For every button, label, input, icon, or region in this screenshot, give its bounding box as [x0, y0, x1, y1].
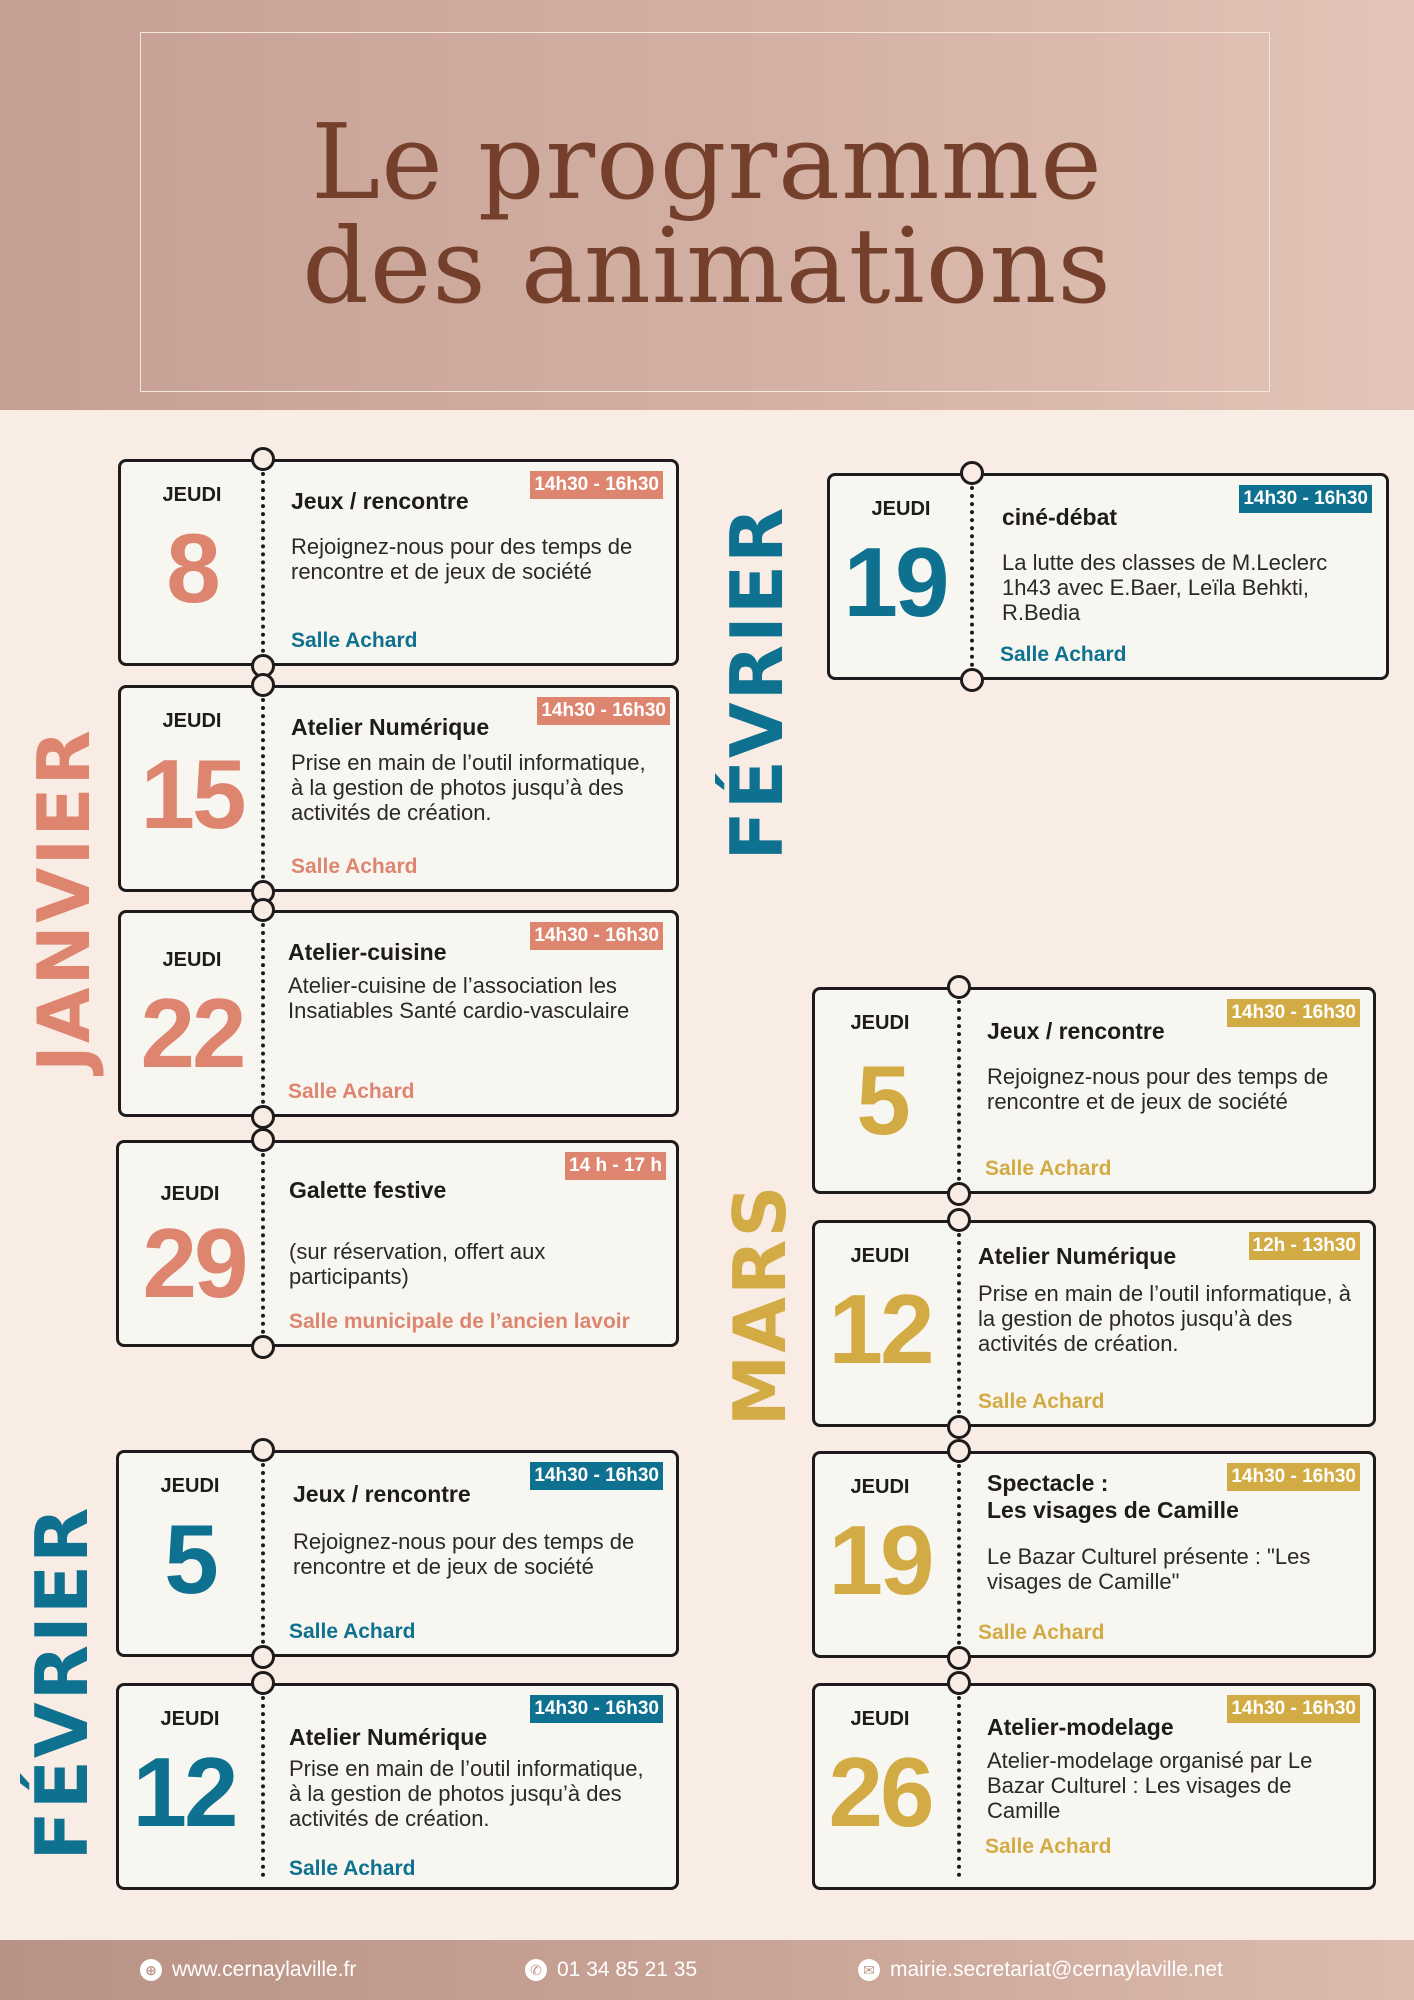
event-time-badge: 14h30 - 16h30: [530, 471, 663, 499]
event-title-line-2: Les visages de Camille: [987, 1497, 1239, 1523]
phone-number[interactable]: 01 34 85 21 35: [557, 1958, 698, 1981]
event-card-janvier-29[interactable]: [116, 1140, 679, 1347]
ticket-notch: [251, 1335, 275, 1359]
month-label-fevrier-top: FÉVRIER: [715, 505, 799, 861]
event-title: ciné-débat: [1002, 504, 1118, 530]
event-day-name: JEUDI: [162, 710, 222, 732]
email-address[interactable]: mairie.secretariat@cernaylaville.net: [890, 1958, 1223, 1981]
event-title: Jeux / rencontre: [987, 1018, 1165, 1044]
ticket-notch: [251, 1671, 275, 1695]
event-card-mars-19[interactable]: [812, 1451, 1376, 1658]
month-label-janvier: JANVIER: [22, 728, 106, 1072]
event-description: Atelier-modelage organisé par Le Bazar Culturel : Les visages de Camille: [987, 1748, 1313, 1823]
event-title: Atelier-cuisine: [288, 939, 447, 965]
ticket-notch: [251, 1105, 275, 1129]
event-card-mars-26[interactable]: [812, 1683, 1376, 1890]
event-day-name: JEUDI: [850, 1476, 910, 1498]
website-link[interactable]: www.cernaylaville.fr: [172, 1958, 357, 1981]
footer-email[interactable]: [858, 1958, 1223, 1982]
footer-website[interactable]: [140, 1958, 356, 1982]
event-location: Salle Achard: [289, 1857, 416, 1880]
event-time-badge: 14h30 - 16h30: [1227, 1463, 1360, 1491]
title-line-1: Le programme: [311, 101, 1103, 223]
event-card-fevrier-19[interactable]: [827, 473, 1389, 680]
event-day-name: JEUDI: [871, 498, 931, 520]
event-card-fevrier-5[interactable]: [116, 1450, 679, 1657]
event-location: Salle Achard: [1000, 643, 1127, 666]
ticket-notch: [251, 1645, 275, 1669]
event-location: Salle Achard: [291, 629, 418, 652]
ticket-notch: [947, 1415, 971, 1439]
month-label-mars: MARS: [718, 1183, 802, 1427]
event-time-badge: 12h - 13h30: [1249, 1232, 1361, 1260]
ticket-perforation: [957, 1000, 961, 1181]
title-line-2: des animations: [302, 205, 1112, 327]
event-day-name: JEUDI: [160, 1183, 220, 1205]
event-card-janvier-22[interactable]: [118, 910, 679, 1117]
event-description: Rejoignez-nous pour des temps de rencontre et de jeux de société: [987, 1064, 1329, 1114]
ticket-notch: [947, 1439, 971, 1463]
page-title: [0, 101, 1414, 327]
event-day-number: 22: [140, 978, 244, 1088]
event-title: Atelier Numérique: [289, 1724, 488, 1750]
ticket-notch: [947, 975, 971, 999]
event-day-name: JEUDI: [160, 1708, 220, 1730]
event-day-name: JEUDI: [162, 949, 222, 971]
ticket-perforation: [957, 1696, 961, 1877]
event-day-number: 5: [164, 1504, 216, 1614]
ticket-notch: [251, 1438, 275, 1462]
event-title: Atelier Numérique: [978, 1243, 1177, 1269]
event-day-number: 19: [828, 1505, 932, 1615]
event-day-number: 29: [142, 1208, 246, 1318]
event-title: Jeux / rencontre: [293, 1481, 471, 1507]
ticket-notch: [251, 447, 275, 471]
event-card-janvier-8[interactable]: [118, 459, 679, 666]
event-location: Salle Achard: [985, 1157, 1112, 1180]
event-time-badge: 14h30 - 16h30: [1227, 999, 1360, 1027]
event-card-fevrier-12[interactable]: [116, 1683, 679, 1890]
ticket-notch: [251, 673, 275, 697]
ticket-notch: [960, 461, 984, 485]
event-day-number: 15: [140, 739, 244, 849]
event-time-badge: 14h30 - 16h30: [1239, 485, 1372, 513]
ticket-perforation: [957, 1233, 961, 1414]
event-time-badge: 14h30 - 16h30: [537, 697, 670, 725]
event-location: Salle municipale de l’ancien lavoir: [289, 1310, 630, 1333]
event-day-name: JEUDI: [850, 1012, 910, 1034]
event-description: Prise en main de l’outil informatique, à la gestion de photos jusqu’à des activités de création.: [291, 750, 646, 825]
month-label-fevrier: FÉVRIER: [20, 1505, 104, 1861]
event-description: Rejoignez-nous pour des temps de rencontre et de jeux de société: [293, 1529, 635, 1579]
event-location: Salle Achard: [289, 1620, 416, 1643]
event-card-mars-5[interactable]: [812, 987, 1376, 1194]
ticket-perforation: [261, 1463, 265, 1644]
event-description: La lutte des classes de M.Leclerc 1h43 avec E.Baer, Leïla Behkti, R.Bedia: [1002, 550, 1328, 625]
ticket-notch: [947, 1671, 971, 1695]
event-title: Galette festive: [289, 1177, 447, 1203]
header-banner: [0, 0, 1414, 410]
ticket-notch: [960, 668, 984, 692]
event-description: (sur réservation, offert aux participants): [289, 1239, 546, 1289]
ticket-notch: [251, 898, 275, 922]
event-time-badge: 14h30 - 16h30: [530, 1462, 663, 1490]
ticket-notch: [947, 1208, 971, 1232]
ticket-perforation: [957, 1464, 961, 1645]
event-time-badge: 14 h - 17 h: [565, 1152, 666, 1180]
event-location: Salle Achard: [985, 1835, 1112, 1858]
event-title-line-1: Spectacle :: [987, 1470, 1109, 1496]
event-day-name: JEUDI: [850, 1708, 910, 1730]
event-card-janvier-15[interactable]: [118, 685, 679, 892]
event-day-number: 19: [843, 527, 947, 637]
event-title: [987, 1470, 1353, 1524]
event-location: Salle Achard: [978, 1621, 1105, 1644]
event-description: Le Bazar Culturel présente : "Les visages de Camille": [987, 1544, 1311, 1594]
event-time-badge: 14h30 - 16h30: [530, 922, 663, 950]
event-title: Atelier-modelage: [987, 1714, 1174, 1740]
event-description: Prise en main de l’outil informatique, à la gestion de photos jusqu’à des activités de création.: [289, 1756, 644, 1831]
ticket-perforation: [261, 1696, 265, 1877]
event-description: Atelier-cuisine de l’association les Insatiables Santé cardio-vasculaire: [288, 973, 630, 1023]
mail-icon: ✉: [858, 1959, 880, 1981]
event-time-badge: 14h30 - 16h30: [530, 1695, 663, 1723]
event-description: Rejoignez-nous pour des temps de rencontre et de jeux de société: [291, 534, 633, 584]
ticket-notch: [947, 1182, 971, 1206]
event-location: Salle Achard: [291, 855, 418, 878]
ticket-notch: [947, 1646, 971, 1670]
event-day-number: 5: [856, 1045, 908, 1155]
event-title: Atelier Numérique: [291, 714, 490, 740]
event-description: Prise en main de l’outil informatique, à la gestion de photos jusqu’à des activités de création.: [978, 1281, 1351, 1356]
event-card-mars-12[interactable]: [812, 1220, 1376, 1427]
event-location: Salle Achard: [288, 1080, 415, 1103]
event-time-badge: 14h30 - 16h30: [1227, 1695, 1360, 1723]
phone-icon: ✆: [525, 1959, 547, 1981]
event-location: Salle Achard: [978, 1390, 1105, 1413]
event-day-number: 12: [828, 1274, 932, 1384]
globe-icon: ⊕: [140, 1959, 162, 1981]
event-day-name: JEUDI: [850, 1245, 910, 1267]
event-day-number: 26: [828, 1737, 932, 1847]
event-title: Jeux / rencontre: [291, 488, 469, 514]
footer-phone[interactable]: [525, 1958, 697, 1982]
ticket-notch: [251, 1128, 275, 1152]
event-day-name: JEUDI: [162, 484, 222, 506]
footer-contact-bar: [0, 1940, 1414, 2000]
event-day-number: 12: [132, 1737, 236, 1847]
event-day-name: JEUDI: [160, 1475, 220, 1497]
event-day-number: 8: [166, 513, 218, 623]
